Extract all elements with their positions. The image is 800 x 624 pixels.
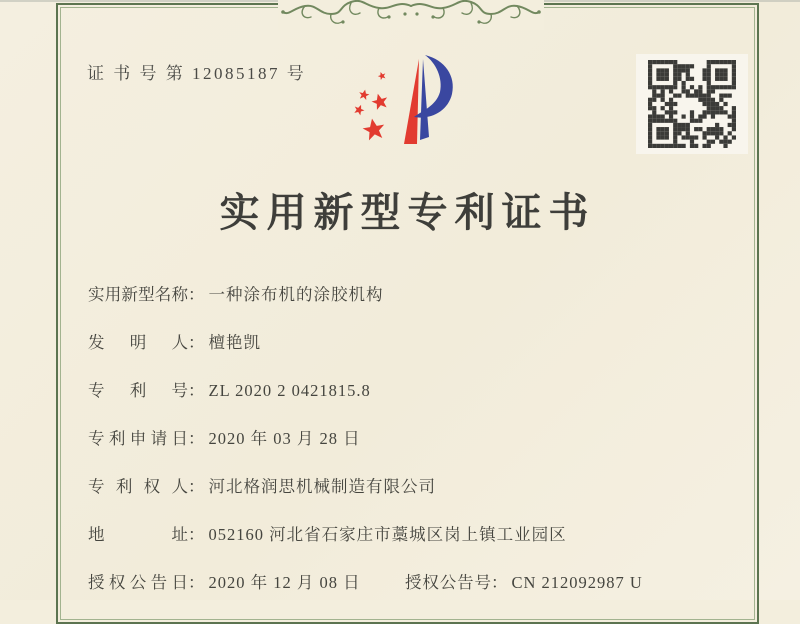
field-row-grant-number: [405, 569, 643, 593]
field-label: 专利申请日: [88, 429, 188, 448]
field-label: 专利号: [88, 381, 188, 400]
field-row-address: [88, 521, 748, 569]
field-value: 河北格润思机械制造有限公司: [208, 477, 436, 496]
colon: ：: [188, 285, 205, 304]
field-row-patentee: [88, 473, 748, 521]
green-scroll-flourish-icon: [278, 0, 544, 30]
ornament-container: [278, 0, 544, 30]
colon: ：: [188, 477, 205, 496]
field-value: CN 212092987 U: [511, 573, 643, 592]
field-row-inventor: [88, 329, 748, 377]
colon: ：: [188, 525, 205, 544]
colon: ：: [188, 429, 205, 448]
qr-code-container: [636, 54, 748, 154]
colon: ：: [188, 573, 205, 592]
field-value: 檀艳凯: [208, 333, 261, 352]
certificate-fields: [88, 281, 748, 617]
qr-code: [648, 60, 736, 148]
field-row-filing-date: [88, 425, 748, 473]
colon: ：: [188, 333, 205, 352]
field-value: ZL 2020 2 0421815.8: [208, 381, 371, 400]
field-value: 2020 年 03 月 28 日: [208, 429, 361, 448]
field-row-utility-model-name: [88, 281, 748, 329]
field-label: 授权公告日: [88, 573, 188, 592]
field-label: 发明人: [88, 333, 188, 352]
field-value: 2020 年 12 月 08 日: [208, 573, 361, 592]
field-label: 地址: [88, 525, 188, 544]
colon: ：: [491, 573, 508, 592]
field-value: 052160 河北省石家庄市藁城区岗上镇工业园区: [208, 525, 567, 544]
field-value: 一种涂布机的涂胶机构: [208, 285, 384, 304]
field-row-grant-date: [88, 569, 748, 617]
certificate-number: 证 书 号 第 12085187 号: [87, 64, 307, 83]
field-label: 授权公告号: [405, 573, 491, 592]
field-row-patent-number: [88, 377, 748, 425]
colon: ：: [188, 381, 205, 400]
cnipa-patent-logo-icon: [345, 50, 465, 168]
field-label: 专利权人: [88, 477, 188, 496]
certificate-title: 实用新型专利证书: [219, 190, 596, 235]
field-label: 实用新型名称: [88, 285, 188, 304]
